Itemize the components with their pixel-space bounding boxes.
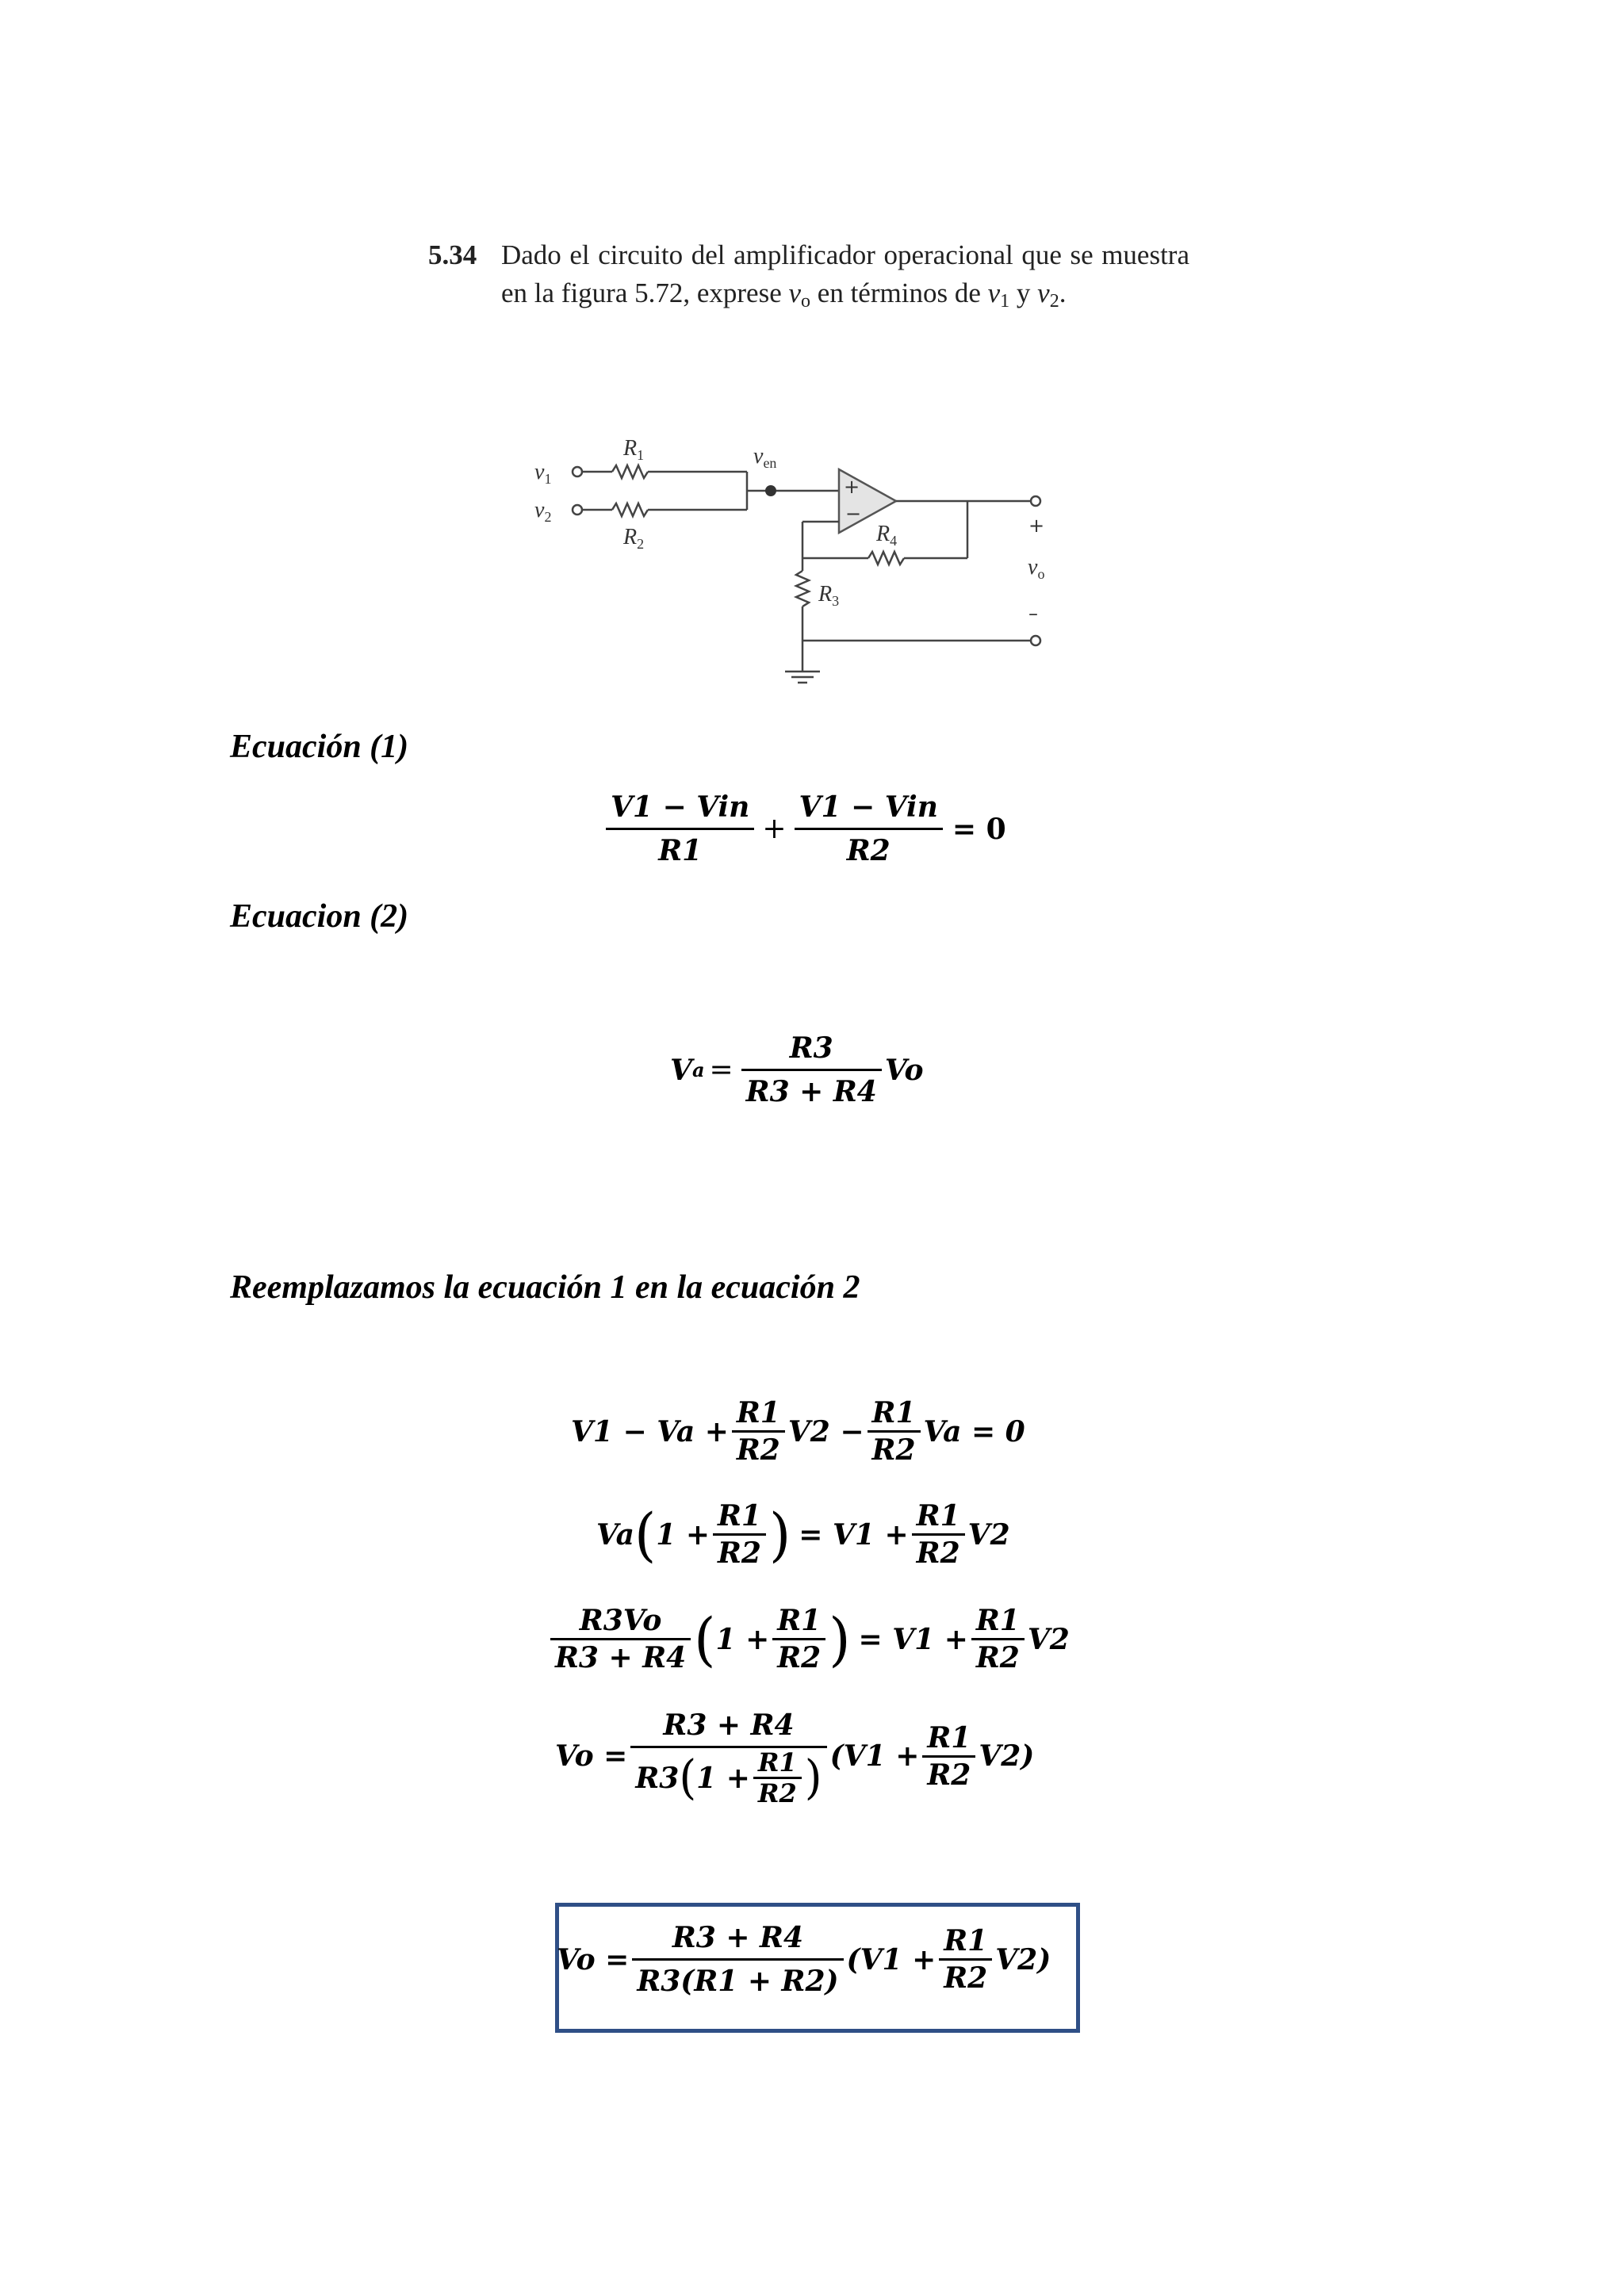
step-4 [555,1705,1034,1808]
equation-1 [603,786,1006,871]
s2-frac-1: $\frac{R1}{R2}$ [713,1498,766,1571]
s3-d: V2 [1027,1622,1070,1656]
s2-c: = V1 + [799,1517,909,1552]
eq1-den-a: R1 [658,834,703,867]
eq1-fraction-a [606,786,754,871]
s3-frac-2: $\frac{R1}{R2}$ [971,1603,1025,1675]
eq2-lhs-sub: a [691,1058,705,1081]
label-r2: $R_2$ [623,525,645,552]
problem-text-a: Dado el circuito del amplificador operacional que se muestra en la figura 5.72, exprese [501,239,1189,308]
s4-a: Vo = [555,1739,628,1773]
eq1-rhs: = 0 [952,812,1006,846]
circuit-diagram [523,412,1078,698]
s1-b: V2 − [787,1414,864,1448]
s3-c: = V1 + [858,1622,968,1656]
label-v1: $v_1$ [534,460,552,487]
s3-lparen: ( [694,1605,716,1674]
s3-b: 1 + [715,1622,770,1656]
problem-number: 5.34 [428,239,477,270]
v1-symbol: v [987,277,1001,308]
s2-rparen: ) [768,1500,791,1569]
step-2 [596,1498,1010,1571]
heading-replace: Reemplazamos la ecuación 1 en la ecuación 2 [230,1269,860,1306]
step-3 [547,1603,1070,1675]
eq2-num: R3 [741,1027,882,1071]
final-frac-2: $\frac{R1}{R2}$ [939,1923,992,1996]
label-r1: $R_1$ [623,436,645,463]
vo-subscript: o [801,291,811,312]
s1-c: Va = 0 [923,1414,1025,1448]
eq2-den: R3 + R4 [745,1075,877,1108]
problem-statement [428,236,1189,312]
eq1-num-b: V1 − Vin [795,786,943,830]
label-vo: $v_o$ [1028,555,1045,582]
final-num: R3 + R4 [632,1917,843,1961]
vo-symbol: v [788,277,802,308]
final-equation [557,1917,1051,2002]
terminal-v2 [573,505,582,515]
s4-frac-main [630,1705,826,1808]
label-opamp-plus: + [844,476,860,498]
s4-num: R3 + R4 [630,1705,826,1748]
node-ven [765,485,776,496]
s1-frac-1: $\frac{R1}{R2}$ [732,1395,785,1468]
s4-b: (V1 + [829,1739,920,1773]
eq1-plus: + [762,813,787,845]
eq2-fraction [741,1027,882,1112]
v2-subscript: 2 [1049,291,1059,312]
label-out-plus: + [1028,515,1045,537]
problem-text-d: . [1059,277,1067,308]
problem-text-b: en términos de [810,277,988,308]
s4-frac-2: $\frac{R1}{R2}$ [922,1720,975,1793]
s2-b: 1 + [656,1517,710,1552]
equation-2 [670,1027,923,1112]
s2-d: V2 [967,1517,1010,1552]
terminal-v1 [573,467,582,476]
resistor-r2 [612,503,648,516]
eq1-num-a: V1 − Vin [606,786,754,830]
s1-frac-2: $\frac{R1}{R2}$ [868,1395,921,1468]
final-frac-main [632,1917,843,2002]
label-r4: $R_4$ [876,522,898,549]
final-b: (V1 + [846,1942,936,1976]
resistor-r3 [796,571,809,607]
eq2-equals: = [709,1054,733,1086]
s2-lparen: ( [634,1500,657,1569]
label-opamp-minus: − [845,503,862,525]
eq1-den-b: R2 [846,834,891,867]
heading-eq1: Ecuación (1) [230,729,409,765]
problem-text-c: y [1009,277,1038,308]
v1-subscript: 1 [1000,291,1010,312]
s1-a: V1 − Va + [571,1414,729,1448]
s3-rparen: ) [829,1605,851,1674]
label-out-minus: – [1028,603,1038,625]
s4-c: V2) [979,1739,1035,1773]
final-a: Vo = [557,1942,630,1976]
s2-a: Va [596,1517,634,1552]
s2-frac-2: $\frac{R1}{R2}$ [912,1498,965,1571]
label-r3: $R_3$ [818,582,840,609]
resistor-r4 [868,552,904,564]
s3-frac-1: $\frac{R1}{R2}$ [772,1603,825,1675]
final-c: V2) [995,1942,1051,1976]
label-ven: $v_{en}$ [753,444,777,471]
resistor-r1 [612,465,648,478]
s3-frac-main: $\frac{R3Vo}{R3 + R4}$ [550,1603,691,1675]
label-v2: $v_2$ [534,498,552,525]
step-1 [571,1395,1025,1468]
terminal-vo-plus [1031,496,1040,506]
terminal-vo-minus [1031,636,1040,645]
v2-symbol: v [1037,277,1050,308]
eq1-fraction-b [795,786,943,871]
s4-den: R3 ( 1 + $\frac{R1}{R2}$ ) [635,1747,822,1808]
heading-eq2: Ecuacion (2) [230,898,409,935]
eq2-lhs: V [670,1053,692,1087]
problem-text [501,236,1189,312]
final-den: R3(R1 + R2) [637,1965,839,1998]
eq2-tail: Vo [884,1053,924,1087]
